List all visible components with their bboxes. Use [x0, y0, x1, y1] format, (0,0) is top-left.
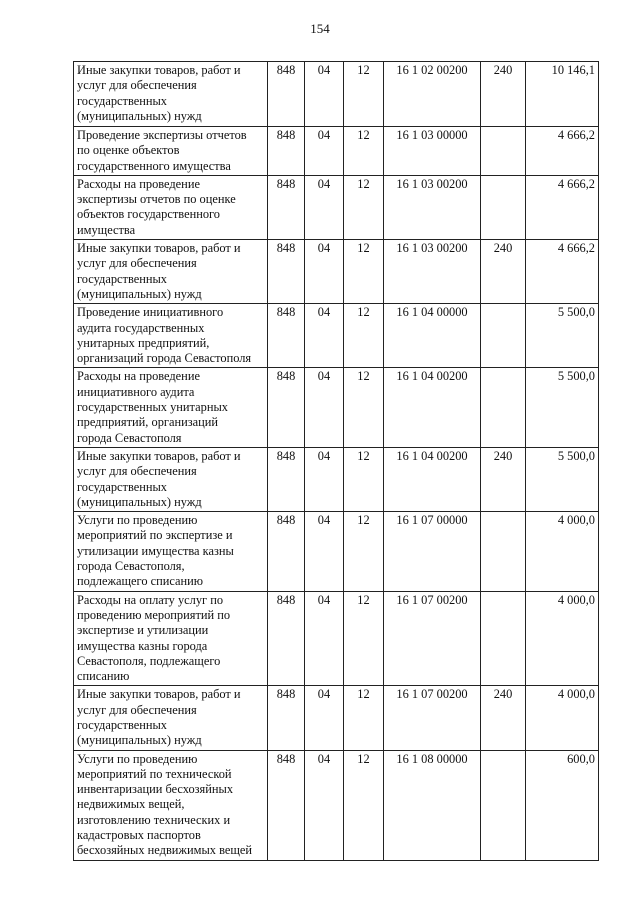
expense-name-line: Проведение инициативного	[77, 305, 224, 320]
amount-cell: 4 666,2	[526, 175, 599, 239]
amount-cell: 4 000,0	[526, 686, 599, 750]
table-row	[74, 127, 599, 176]
target-article-code: 16 1 03 00000	[384, 127, 481, 176]
expense-name-line: (муниципальных) нужд	[77, 286, 202, 301]
expense-name	[74, 447, 268, 511]
expense-name	[74, 512, 268, 591]
expense-name-line: услуг для обеспечения	[77, 78, 197, 93]
subsection-code: 12	[344, 686, 384, 750]
expense-name-line: государственных	[77, 93, 168, 108]
expense-name	[74, 368, 268, 447]
expense-name-line: услуг для обеспечения	[77, 256, 197, 271]
expense-name-line: государственных	[77, 479, 168, 494]
section-code: 04	[305, 240, 344, 304]
expense-name-line: проведению мероприятий по	[77, 607, 231, 622]
expense-type-code	[481, 512, 526, 591]
subsection-code: 12	[344, 175, 384, 239]
expense-name-line: списанию	[77, 669, 130, 684]
section-code: 04	[305, 127, 344, 176]
expense-name	[74, 750, 268, 860]
expense-name-line: Расходы на проведение	[77, 369, 200, 384]
subsection-code: 12	[344, 127, 384, 176]
table-row	[74, 686, 599, 750]
expense-name-line: Расходы на проведение	[77, 176, 200, 191]
amount-cell: 600,0	[526, 750, 599, 860]
ministry-code: 848	[268, 686, 305, 750]
expense-name-line: государственных	[77, 717, 168, 732]
expense-name-line: экспертизы отчетов по оценке	[77, 192, 236, 207]
section-code: 04	[305, 447, 344, 511]
target-article-code: 16 1 03 00200	[384, 240, 481, 304]
expense-name-line: утилизации имущества казны	[77, 543, 234, 558]
expense-name-line: недвижимых вещей,	[77, 797, 185, 812]
section-code: 04	[305, 750, 344, 860]
target-article-code: 16 1 04 00200	[384, 368, 481, 447]
expense-name-line: услуг для обеспечения	[77, 702, 197, 717]
subsection-code: 12	[344, 240, 384, 304]
expense-name-line: города Севастополя,	[77, 559, 185, 574]
target-article-code: 16 1 07 00200	[384, 591, 481, 686]
expense-name-line: Иные закупки товаров, работ и	[77, 448, 241, 463]
amount-cell: 5 500,0	[526, 368, 599, 447]
expense-name-line: Севастополя, подлежащего	[77, 653, 221, 668]
section-code: 04	[305, 591, 344, 686]
expense-name-line: экспертизе и утилизации	[77, 623, 209, 638]
expense-name-line: (муниципальных) нужд	[77, 108, 202, 123]
section-code: 04	[305, 368, 344, 447]
page-number: 154	[310, 21, 330, 36]
section-code: 04	[305, 686, 344, 750]
expense-name	[74, 240, 268, 304]
expense-name-line: изготовлению технических и	[77, 812, 231, 827]
expense-name-line: аудита государственных	[77, 320, 205, 335]
expense-name-line: предприятий, организаций	[77, 415, 219, 430]
ministry-code: 848	[268, 62, 305, 127]
expense-name-line: государственных	[77, 271, 168, 286]
expense-name-line: объектов государственного	[77, 207, 220, 222]
expense-name-line: мероприятий по технической	[77, 766, 232, 781]
ministry-code: 848	[268, 591, 305, 686]
expense-type-code: 240	[481, 62, 526, 127]
expense-type-code	[481, 127, 526, 176]
target-article-code: 16 1 04 00000	[384, 304, 481, 368]
budget-table	[73, 61, 599, 861]
expense-name-line: имущества казны города	[77, 638, 208, 653]
section-code: 04	[305, 175, 344, 239]
expense-name	[74, 304, 268, 368]
expense-name-line: государственного имущества	[77, 158, 231, 173]
amount-cell: 4 666,2	[526, 240, 599, 304]
subsection-code: 12	[344, 62, 384, 127]
ministry-code: 848	[268, 240, 305, 304]
ministry-code: 848	[268, 512, 305, 591]
expense-name-line: Услуги по проведению	[77, 513, 198, 528]
table-row	[74, 591, 599, 686]
expense-name	[74, 62, 268, 127]
expense-name-line: подлежащего списанию	[77, 574, 204, 589]
subsection-code: 12	[344, 750, 384, 860]
subsection-code: 12	[344, 304, 384, 368]
expense-type-code	[481, 368, 526, 447]
target-article-code: 16 1 07 00200	[384, 686, 481, 750]
expense-type-code	[481, 304, 526, 368]
ministry-code: 848	[268, 750, 305, 860]
target-article-code: 16 1 04 00200	[384, 447, 481, 511]
subsection-code: 12	[344, 447, 384, 511]
expense-name-line: по оценке объектов	[77, 143, 180, 158]
expense-name-line: инициативного аудита	[77, 384, 195, 399]
expense-name-line: Иные закупки товаров, работ и	[77, 63, 241, 77]
expense-name-line: организаций города Севастополя	[77, 351, 252, 366]
expense-name-line: города Севастополя	[77, 430, 182, 445]
amount-cell: 4 666,2	[526, 127, 599, 176]
expense-name	[74, 591, 268, 686]
expense-type-code: 240	[481, 240, 526, 304]
ministry-code: 848	[268, 127, 305, 176]
target-article-code: 16 1 02 00200	[384, 62, 481, 127]
amount-cell: 4 000,0	[526, 591, 599, 686]
amount-cell: 4 000,0	[526, 512, 599, 591]
expense-name-line: Иные закупки товаров, работ и	[77, 241, 241, 256]
ministry-code: 848	[268, 447, 305, 511]
table-row	[74, 368, 599, 447]
section-code: 04	[305, 62, 344, 127]
expense-name-line: Иные закупки товаров, работ и	[77, 687, 241, 702]
section-code: 04	[305, 512, 344, 591]
section-code: 04	[305, 304, 344, 368]
target-article-code: 16 1 07 00000	[384, 512, 481, 591]
expense-name-line: государственных унитарных	[77, 400, 228, 415]
expense-name-line: кадастровых паспортов	[77, 828, 201, 843]
expense-name-line: бесхозяйных недвижимых вещей	[77, 843, 253, 858]
expense-name-line: Услуги по проведению	[77, 751, 198, 766]
expense-name-line: инвентаризации бесхозяйных	[77, 782, 234, 797]
expense-type-code	[481, 750, 526, 860]
expense-name-line: (муниципальных) нужд	[77, 733, 202, 748]
table-row	[74, 512, 599, 591]
expense-name-line: услуг для обеспечения	[77, 464, 197, 479]
ministry-code: 848	[268, 304, 305, 368]
ministry-code: 848	[268, 368, 305, 447]
expense-type-code	[481, 175, 526, 239]
expense-name-line: Расходы на оплату услуг по	[77, 592, 224, 607]
subsection-code: 12	[344, 512, 384, 591]
expense-type-code: 240	[481, 447, 526, 511]
expense-name	[74, 127, 268, 176]
ministry-code: 848	[268, 175, 305, 239]
subsection-code: 12	[344, 591, 384, 686]
target-article-code: 16 1 03 00200	[384, 175, 481, 239]
expense-name-line: мероприятий по экспертизе и	[77, 528, 233, 543]
table-row	[74, 240, 599, 304]
expense-name-line: (муниципальных) нужд	[77, 494, 202, 509]
table-row	[74, 304, 599, 368]
table-row	[74, 750, 599, 860]
expense-name-line: имущества	[77, 222, 136, 237]
target-article-code: 16 1 08 00000	[384, 750, 481, 860]
expense-name-line: Проведение экспертизы отчетов	[77, 128, 247, 142]
table-row	[74, 62, 599, 127]
table-row	[74, 175, 599, 239]
expense-type-code	[481, 591, 526, 686]
amount-cell: 5 500,0	[526, 447, 599, 511]
expense-name	[74, 175, 268, 239]
expense-name-line: унитарных предприятий,	[77, 335, 210, 350]
table-row	[74, 447, 599, 511]
subsection-code: 12	[344, 368, 384, 447]
expense-name	[74, 686, 268, 750]
amount-cell: 5 500,0	[526, 304, 599, 368]
amount-cell: 10 146,1	[526, 62, 599, 127]
expense-type-code: 240	[481, 686, 526, 750]
